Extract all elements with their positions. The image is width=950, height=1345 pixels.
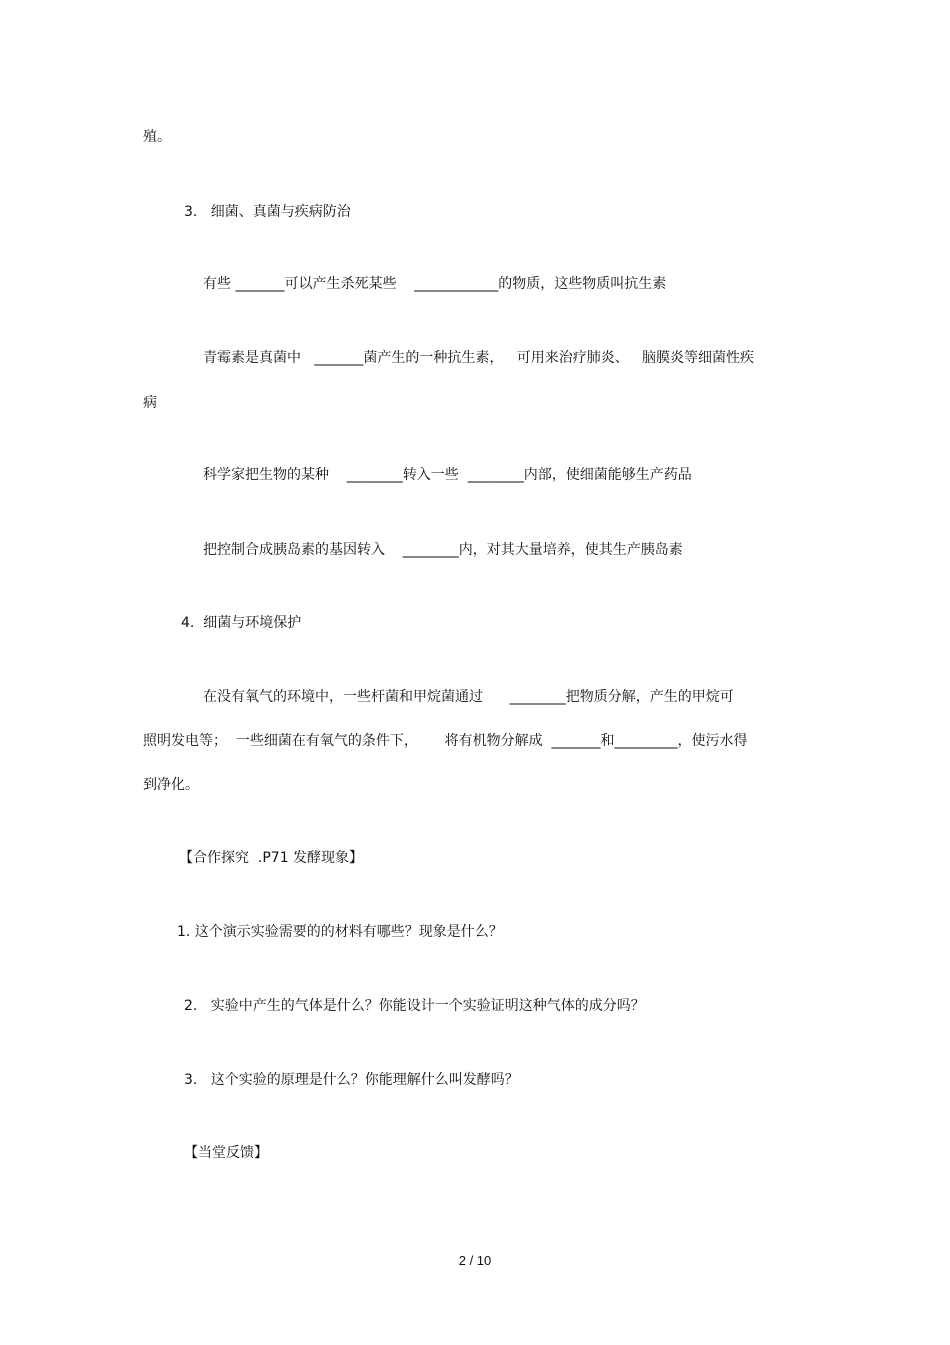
text-line-aerobic: 照明发电等； 一些细菌在有氧气的条件下， 将有机物分解成 _______和_________，使污水得 [143,733,748,749]
text-line-continuation: 殖。 [143,129,171,145]
text-line-penicillin-cont: 病 [143,395,157,411]
text-line-insulin: 把控制合成胰岛素的基因转入 ________内，对其大量培养，使其生产胰岛素 [203,542,683,558]
question-1: 1. 这个演示实验需要的的材料有哪些？现象是什么？ [177,924,503,940]
text-line-antibiotics: 有些 _______可以产生杀死某些 ____________的物质，这些物质叫抗生素 [203,276,667,292]
page-number: 2 / 10 [458,1253,492,1268]
section-heading-feedback: 【当堂反馈】 [184,1145,268,1161]
question-3: 3. 这个实验的原理是什么？你能理解什么叫发酵吗？ [184,1072,519,1088]
text-line-gene-transfer: 科学家把生物的某种 ________转入一些 ________内部，使细菌能够生产药品 [203,467,692,483]
text-line-anaerobic: 在没有氧气的环境中，一些杆菌和甲烷菌通过 ________把物质分解，产生的甲烷可 [203,689,734,705]
section-heading-3: 3. 细菌、真菌与疾病防治 [184,204,351,220]
text-line-aerobic-cont: 到净化。 [143,777,199,793]
section-heading-cooperative-inquiry: 【合作探究 .P71 发酵现象】 [179,850,364,866]
question-2: 2. 实验中产生的气体是什么？你能设计一个实验证明这种气体的成分吗？ [184,998,645,1014]
section-heading-4: 4. 细菌与环境保护 [181,615,302,631]
text-line-penicillin: 青霉素是真菌中 _______菌产生的一种抗生素， 可用来治疗肺炎、 脑膜炎等细菌性疾 [203,350,755,366]
